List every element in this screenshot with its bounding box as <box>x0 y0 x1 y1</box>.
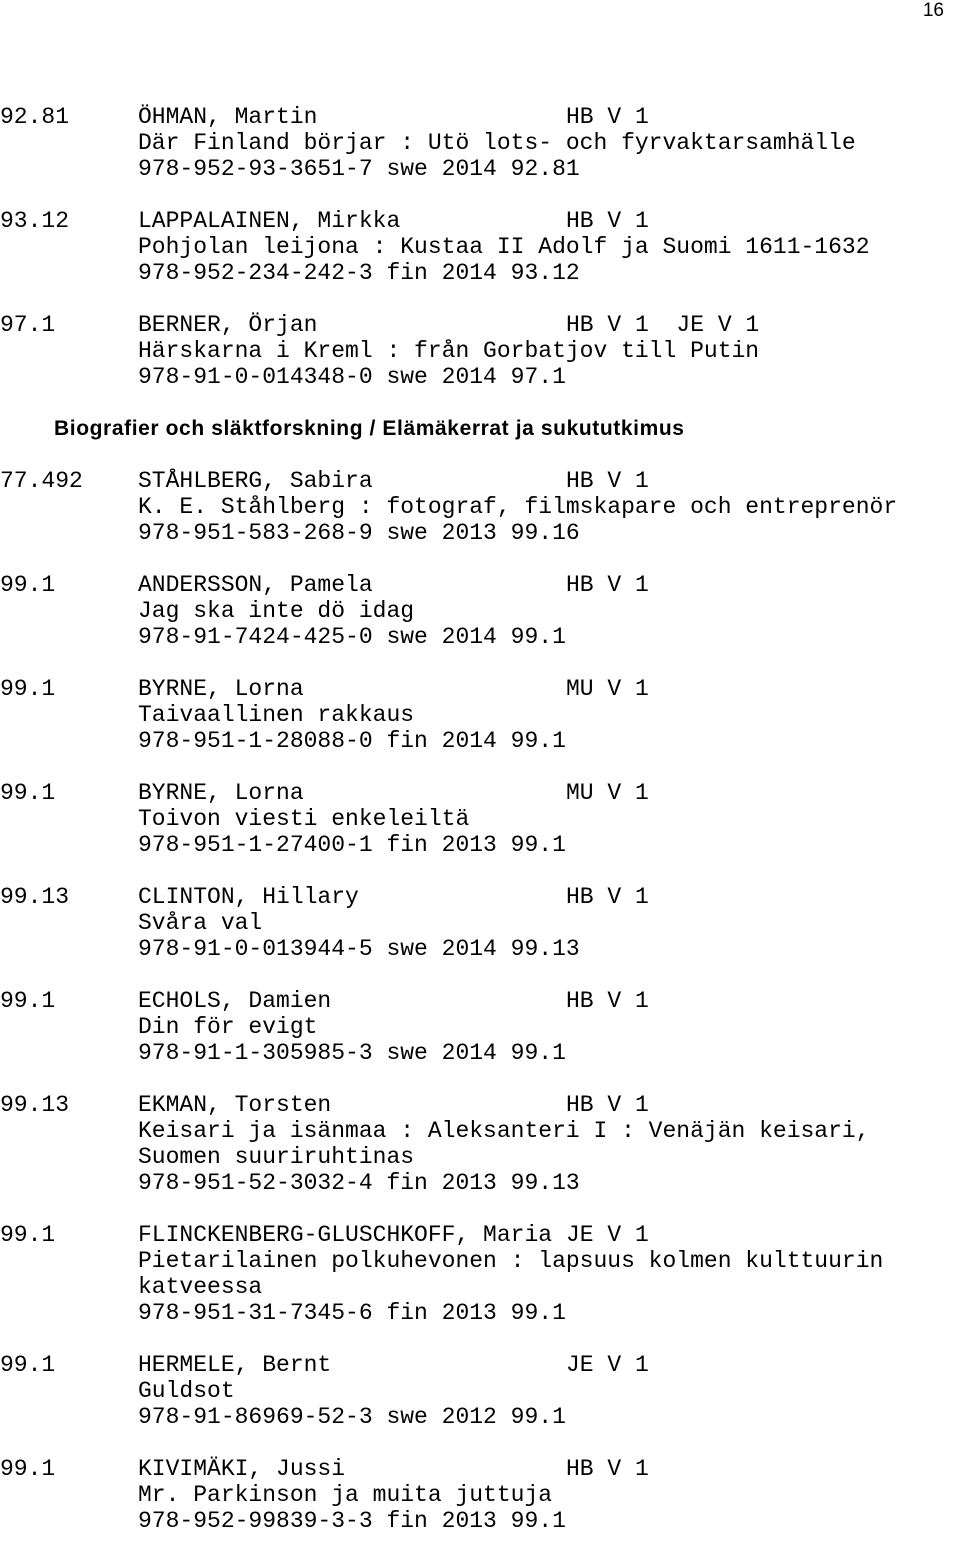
title-line: Toivon viesti enkeleiltä <box>138 806 470 832</box>
title-line: Taivaallinen rakkaus <box>138 702 415 728</box>
catalog-entry <box>0 988 960 1066</box>
entry-header-row <box>0 780 960 806</box>
class-number: 99.1 <box>0 988 56 1014</box>
author-name: EKMAN, Torsten <box>138 1092 332 1118</box>
catalog-entry <box>0 1352 960 1430</box>
isbn-line: 978-952-234-242-3 fin 2014 93.12 <box>138 260 580 286</box>
holdings-code: HB V 1 JE V 1 <box>566 312 760 338</box>
entry-header-row <box>0 1352 960 1378</box>
title-line: Din för evigt <box>138 1014 318 1040</box>
catalog-entry <box>0 780 960 858</box>
isbn-line: 978-951-52-3032-4 fin 2013 99.13 <box>138 1170 580 1196</box>
title-line: Suomen suuriruhtinas <box>138 1144 415 1170</box>
entry-header-row <box>0 1222 960 1248</box>
holdings-code: MU V 1 <box>566 676 649 702</box>
holdings-code: HB V 1 <box>566 1092 649 1118</box>
author-name: LAPPALAINEN, Mirkka <box>138 208 401 234</box>
holdings-code: HB V 1 <box>566 988 649 1014</box>
title-line: Pietarilainen polkuhevonen : lapsuus kolmen kulttuurin <box>138 1248 884 1274</box>
holdings-code: HB V 1 <box>566 884 649 910</box>
author-name: HERMELE, Bernt <box>138 1352 332 1378</box>
catalog-entry <box>0 676 960 754</box>
author-name: ÖHMAN, Martin <box>138 104 318 130</box>
title-line: Keisari ja isänmaa : Aleksanteri I : Venäjän keisari, <box>138 1118 870 1144</box>
isbn-line: 978-91-0-013944-5 swe 2014 99.13 <box>138 936 580 962</box>
class-number: 99.13 <box>0 1092 70 1118</box>
title-line: K. E. Ståhlberg : fotograf, filmskapare och entreprenör <box>138 494 898 520</box>
author-name: ANDERSSON, Pamela <box>138 572 373 598</box>
author-name: FLINCKENBERG-GLUSCHKOFF, Maria <box>138 1222 553 1248</box>
author-name: BERNER, Örjan <box>138 312 318 338</box>
author-name: BYRNE, Lorna <box>138 780 304 806</box>
holdings-code: HB V 1 <box>566 1456 649 1482</box>
holdings-code: HB V 1 <box>566 468 649 494</box>
title-line: Härskarna i Kreml : från Gorbatjov till Putin <box>138 338 760 364</box>
class-number: 93.12 <box>0 208 70 234</box>
class-number: 99.1 <box>0 1352 56 1378</box>
author-name: BYRNE, Lorna <box>138 676 304 702</box>
isbn-line: 978-951-1-27400-1 fin 2013 99.1 <box>138 832 566 858</box>
author-name: STÅHLBERG, Sabira <box>138 468 373 494</box>
catalog-entry <box>0 1092 960 1196</box>
section-heading: Biografier och släktforskning / Elämäkerrat ja sukututkimus <box>54 417 685 440</box>
entry-header-row <box>0 468 960 494</box>
catalog-entry <box>0 572 960 650</box>
holdings-code: JE V 1 <box>566 1352 649 1378</box>
isbn-line: 978-91-7424-425-0 swe 2014 99.1 <box>138 624 566 650</box>
catalog-entry <box>0 884 960 962</box>
catalog-entry <box>0 468 960 546</box>
class-number: 99.1 <box>0 1456 56 1482</box>
isbn-line: 978-952-93-3651-7 swe 2014 92.81 <box>138 156 580 182</box>
catalog-listing <box>0 104 960 1560</box>
title-line: katveessa <box>138 1274 263 1300</box>
catalog-entry <box>0 1222 960 1326</box>
isbn-line: 978-91-86969-52-3 swe 2012 99.1 <box>138 1404 566 1430</box>
class-number: 99.13 <box>0 884 70 910</box>
holdings-code: HB V 1 <box>566 572 649 598</box>
entry-header-row <box>0 884 960 910</box>
isbn-line: 978-951-583-268-9 swe 2013 99.16 <box>138 520 580 546</box>
catalog-entry <box>0 208 960 286</box>
title-line: Mr. Parkinson ja muita juttuja <box>138 1482 553 1508</box>
title-line: Svåra val <box>138 910 263 936</box>
author-name: CLINTON, Hillary <box>138 884 359 910</box>
isbn-line: 978-952-99839-3-3 fin 2013 99.1 <box>138 1508 566 1534</box>
author-name: ECHOLS, Damien <box>138 988 332 1014</box>
class-number: 99.1 <box>0 676 56 702</box>
title-line: Guldsot <box>138 1378 235 1404</box>
isbn-line: 978-951-1-28088-0 fin 2014 99.1 <box>138 728 566 754</box>
holdings-code: HB V 1 <box>566 208 649 234</box>
holdings-code: MU V 1 <box>566 780 649 806</box>
entry-header-row <box>0 104 960 130</box>
entry-header-row <box>0 1092 960 1118</box>
class-number: 77.492 <box>0 468 83 494</box>
catalog-entry <box>0 104 960 182</box>
title-line: Jag ska inte dö idag <box>138 598 415 624</box>
entry-header-row <box>0 1456 960 1482</box>
entry-header-row <box>0 676 960 702</box>
entry-header-row <box>0 572 960 598</box>
title-line: Pohjolan leijona : Kustaa II Adolf ja Suomi 1611-1632 <box>138 234 870 260</box>
entry-header-row <box>0 988 960 1014</box>
isbn-line: 978-91-1-305985-3 swe 2014 99.1 <box>138 1040 566 1066</box>
entry-header-row <box>0 208 960 234</box>
class-number: 92.81 <box>0 104 70 130</box>
title-line: Där Finland börjar : Utö lots- och fyrvaktarsamhälle <box>138 130 856 156</box>
class-number: 99.1 <box>0 780 56 806</box>
class-number: 99.1 <box>0 1222 56 1248</box>
class-number: 97.1 <box>0 312 56 338</box>
author-name: KIVIMÄKI, Jussi <box>138 1456 346 1482</box>
page-number: 16 <box>922 0 944 21</box>
holdings-code: HB V 1 <box>566 104 649 130</box>
isbn-line: 978-91-0-014348-0 swe 2014 97.1 <box>138 364 566 390</box>
catalog-entry <box>0 1456 960 1534</box>
catalog-entry <box>0 312 960 390</box>
class-number: 99.1 <box>0 572 56 598</box>
entry-header-row <box>0 312 960 338</box>
isbn-line: 978-951-31-7345-6 fin 2013 99.1 <box>138 1300 566 1326</box>
holdings-code: JE V 1 <box>566 1222 649 1248</box>
